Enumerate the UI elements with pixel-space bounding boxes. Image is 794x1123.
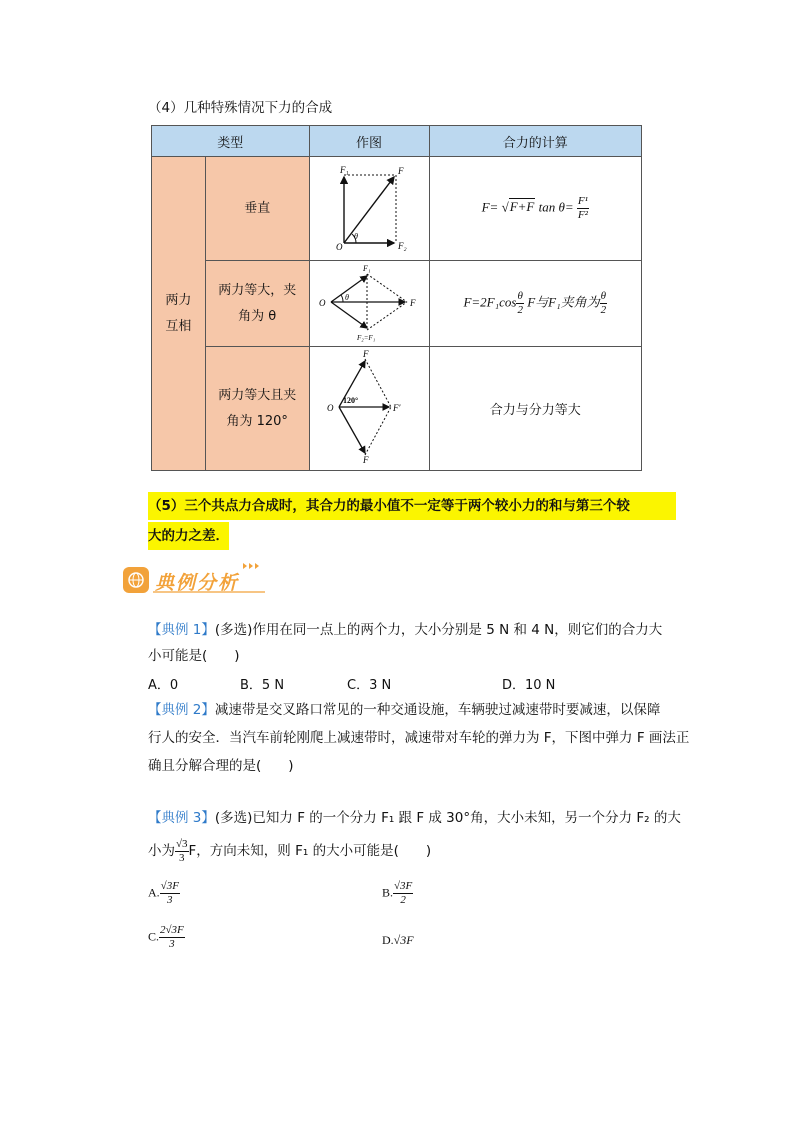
- example-3-line2: 小为 $\frac{√3}{3}$ F，方向未知，则 F₁ 的大小可能是( ): [148, 837, 432, 864]
- example-3-option-d: D.√3F: [382, 933, 414, 947]
- section-4-title: （4）几种特殊情况下力的合成: [148, 100, 333, 116]
- svg-text:F: F: [363, 348, 369, 359]
- chevrons-icon: [243, 563, 259, 569]
- example-1-option-a: A．0: [148, 678, 179, 693]
- calc-equal: F=2F₁cos $\frac{\theta}{2}$ F与F₁夹角为 $\frac{\theta}{2}$: [429, 261, 641, 347]
- label-f2: F₂: [398, 240, 407, 251]
- example-2-line3: 确且分解合理的是( ): [148, 758, 294, 774]
- figure-perpendicular: [309, 157, 429, 261]
- example-1-line1: 【典例 1】(多选)作用在同一点上的两个力，大小分别是 5 N 和 4 N，则它们的合力大: [148, 622, 663, 638]
- resultant-vector: [344, 177, 394, 243]
- examples-banner: [123, 561, 269, 595]
- category-line2: 互相: [165, 318, 192, 334]
- label-f1: F₁: [340, 164, 349, 175]
- calc-perpendicular: F= √F+F tan θ= $\frac{\text{F¹}}{\text{F²}}$: [429, 157, 641, 261]
- perpendicular-diagram: [314, 159, 424, 255]
- svg-text:F: F: [410, 297, 416, 308]
- svg-text:F: F: [363, 454, 369, 465]
- label-o: O: [336, 241, 343, 252]
- example-3-option-c: C. $\frac{2√3F}{3}$: [148, 924, 184, 950]
- figure-equal: [309, 261, 429, 347]
- label-f: F: [398, 165, 404, 176]
- header-type: 类型: [152, 126, 310, 157]
- banner-title: 典例分析: [155, 572, 240, 594]
- svg-text:120°: 120°: [343, 395, 359, 405]
- svg-text:F₂=F₁: F₂=F₁: [357, 333, 376, 342]
- svg-text:O: O: [319, 297, 326, 308]
- example-3-line1: 【典例 3】(多选)已知力 F 的一个分力 F₁ 跟 F 成 30°角，大小未知，另一个分力 F₂ 的大: [148, 810, 681, 826]
- example-2-line2: 行人的安全．当汽车前轮刚爬上减速带时，减速带对车轮的弹力为 F，下图中弹力 F 画法正: [148, 730, 690, 746]
- svg-text:O: O: [327, 402, 334, 413]
- force-composition-table: [151, 125, 642, 471]
- label-theta: θ: [354, 231, 358, 241]
- category-line1: 两力: [165, 292, 192, 308]
- example-1-option-c: C．3 N: [347, 678, 392, 693]
- equal-forces-diagram: [313, 262, 425, 342]
- svg-text:θ: θ: [345, 292, 349, 302]
- angle-120-diagram: [313, 349, 425, 465]
- example-3-option-a: A. $\frac{√3F}{3}$: [148, 880, 179, 906]
- row-120-type: 两力等大且夹 角为 120°: [205, 347, 309, 471]
- example-3-option-b: B. $\frac{√3F}{2}$: [382, 880, 413, 906]
- example-1-option-d: D．10 N: [502, 678, 556, 693]
- figure-120: [309, 347, 429, 471]
- row-perpendicular-type: 垂直: [205, 157, 309, 261]
- category-cell: [152, 157, 206, 471]
- header-figure: 作图: [309, 126, 429, 157]
- section-5-line1: （5）三个共点力合成时，其合力的最小值不一定等于两个较小力的和与第三个较: [148, 492, 676, 520]
- example-1-line2: 小可能是( ): [148, 648, 240, 664]
- svg-text:F′: F′: [393, 402, 401, 413]
- row-equal-type: 两力等大，夹 角为 θ: [205, 261, 309, 347]
- example-2-line1: 【典例 2】减速带是交叉路口常见的一种交通设施，车辆驶过减速带时要减速，以保障: [148, 702, 661, 718]
- svg-text:F₁: F₁: [363, 263, 371, 273]
- section-5-line2: 大的力之差．: [148, 522, 229, 550]
- calc-120: 合力与分力等大: [429, 347, 641, 471]
- example-1-option-b: B．5 N: [240, 678, 285, 693]
- header-calc: 合力的计算: [429, 126, 641, 157]
